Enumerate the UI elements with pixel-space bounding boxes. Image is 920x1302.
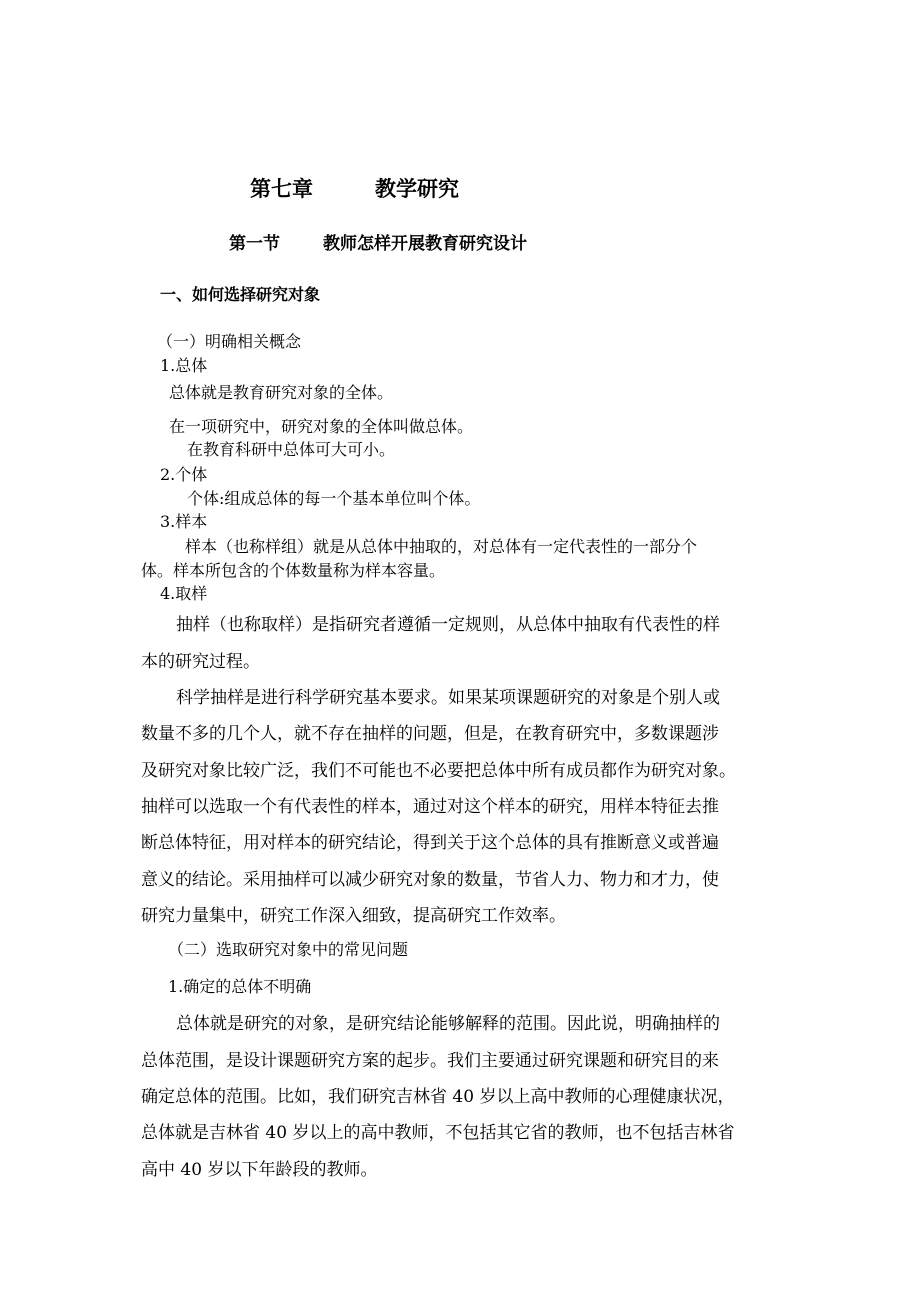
paragraph-line: 抽样可以选取一个有代表性的样本，通过对这个样本的研究，用样本特征去推: [141, 797, 719, 817]
term-sample-line: 样本（也称样组）就是从总体中抽取的，对总体有一定代表性的一部分个: [185, 537, 698, 556]
paragraph-line: 意义的结论。采用抽样可以减少研究对象的数量，节省人力、物力和才力，使: [141, 870, 719, 890]
paragraph-line: 断总体特征，用对样本的研究结论，得到关于这个总体的具有推断意义或普遍: [141, 833, 719, 853]
section-label: 第一节: [229, 234, 280, 254]
term-individual-line: 个体:组成总体的每一个基本单位叫个体。: [187, 489, 481, 508]
paragraph-line: 科学抽样是进行科学研究基本要求。如果某项课题研究的对象是个别人或: [176, 688, 720, 708]
chapter-title: 教学研究: [375, 177, 459, 201]
term-total-line: 总体就是教育研究对象的全体。: [169, 383, 394, 402]
section-title: 教师怎样开展教育研究设计: [323, 234, 527, 254]
problem-1-line: 总体就是研究的对象，是研究结论能够解释的范围。因此说，明确抽样的: [176, 1014, 720, 1034]
term-sampling-title: 4.取样: [160, 584, 208, 603]
term-sampling-line: 抽样（也称取样）是指研究者遵循一定规则，从总体中抽取有代表性的样: [176, 615, 720, 635]
heading-1: 一、如何选择研究对象: [160, 285, 321, 304]
chapter-label: 第七章: [250, 177, 313, 201]
term-sample-line: 体。样本所包含的个体数量称为样本容量。: [141, 561, 446, 580]
term-sample-title: 3.样本: [160, 512, 208, 531]
term-individual-title: 2.个体: [160, 465, 208, 484]
problem-1-title: 1.确定的总体不明确: [168, 977, 312, 996]
problem-1-line: 总体就是吉林省 40 岁以上的高中教师，不包括其它省的教师，也不包括吉林省: [141, 1123, 735, 1143]
paragraph-line: 及研究对象比较广泛，我们不可能也不必要把总体中所有成员都作为研究对象。: [141, 761, 736, 781]
term-sampling-line: 本的研究过程。: [141, 652, 260, 672]
problem-1-line: 高中 40 岁以下年龄段的教师。: [141, 1160, 378, 1180]
term-total-line: 在教育科研中总体可大可小。: [187, 440, 396, 459]
term-total-title: 1.总体: [160, 356, 208, 375]
paragraph-line: 数量不多的几个人，就不存在抽样的问题，但是，在教育研究中，多数课题涉: [141, 724, 719, 744]
problem-1-line: 总体范围，是设计课题研究方案的起步。我们主要通过研究课题和研究目的来: [141, 1051, 719, 1071]
problem-1-line: 确定总体的范围。比如，我们研究吉林省 40 岁以上高中教师的心理健康状况，: [141, 1087, 735, 1107]
paragraph-line: 研究力量集中，研究工作深入细致，提高研究工作效率。: [141, 906, 566, 926]
term-total-line: 在一项研究中，研究对象的全体叫做总体。: [169, 417, 474, 436]
subheading-2: （二）选取研究对象中的常见问题: [168, 940, 409, 959]
subheading-1: （一）明确相关概念: [157, 332, 302, 351]
